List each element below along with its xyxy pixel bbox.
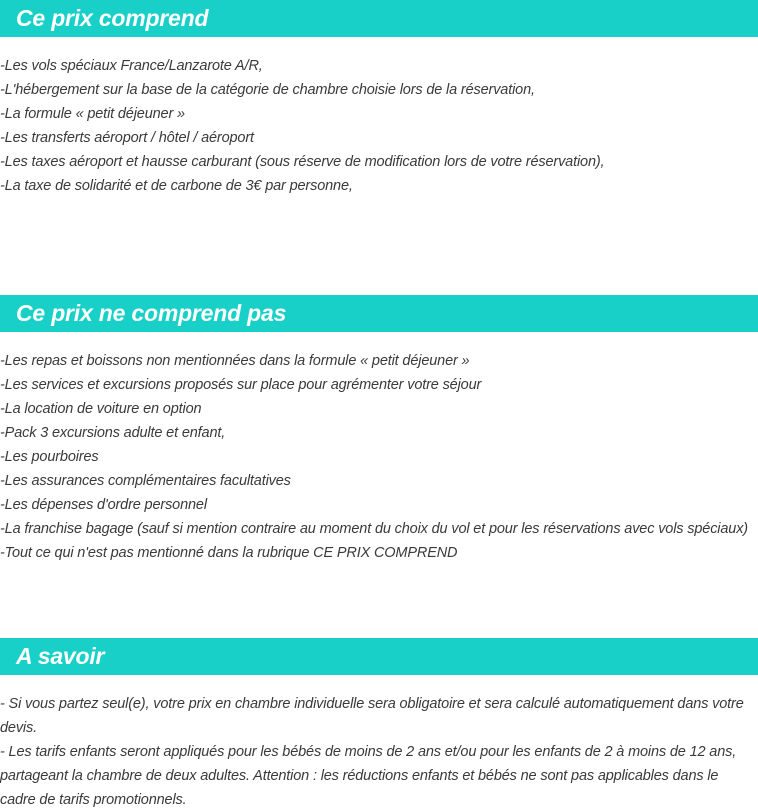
list-item: -Les dépenses d'ordre personnel xyxy=(0,497,207,513)
list-item: -La franchise bagage (sauf si mention contraire au moment du choix du vol et pour les réservations avec vols spéciaux) xyxy=(0,521,748,537)
section-header-not-included xyxy=(0,295,758,332)
section-title-not-included: Ce prix ne comprend pas xyxy=(16,300,287,326)
list-item: -Les taxes aéroport et hausse carburant (sous réserve de modification lors de votre réservation), xyxy=(0,154,605,170)
list-item: -Pack 3 excursions adulte et enfant, xyxy=(0,425,226,441)
list-item: -Les assurances complémentaires facultatives xyxy=(0,473,291,489)
not-included-list xyxy=(0,349,758,565)
list-item: -La taxe de solidarité et de carbone de 3€ par personne, xyxy=(0,178,353,194)
list-item: -Tout ce qui n'est pas mentionné dans la rubrique CE PRIX COMPREND xyxy=(0,545,458,561)
list-item: -Les vols spéciaux France/Lanzarote A/R, xyxy=(0,58,263,74)
list-item: -Les transferts aéroport / hôtel / aéroport xyxy=(0,130,254,146)
paragraph: - Si vous partez seul(e), votre prix en chambre individuelle sera obligatoire et sera calculé automatiquement dans votre devis. xyxy=(0,696,744,736)
section-title-included: Ce prix comprend xyxy=(16,5,209,31)
included-list xyxy=(0,54,758,198)
list-item: -L'hébergement sur la base de la catégorie de chambre choisie lors de la réservation, xyxy=(0,82,535,98)
section-header-good-to-know xyxy=(0,638,758,675)
list-item: -Les pourboires xyxy=(0,449,99,465)
section-header-included xyxy=(0,0,758,37)
list-item: -Les services et excursions proposés sur place pour agrémenter votre séjour xyxy=(0,377,482,393)
section-title-good-to-know: A savoir xyxy=(16,643,105,669)
list-item: -La formule « petit déjeuner » xyxy=(0,106,185,122)
list-item: -La location de voiture en option xyxy=(0,401,202,417)
list-item: -Les repas et boissons non mentionnées dans la formule « petit déjeuner » xyxy=(0,353,470,369)
paragraph: - Les tarifs enfants seront appliqués pour les bébés de moins de 2 ans et/ou pour les enfants de 2 à moins de 12 ans, partageant la chambre de deux adultes. Attention : les réductions enfants et bébés ne sont pas applicables dans le cadre de tarifs promotionnels. xyxy=(0,744,737,808)
good-to-know-list xyxy=(0,692,752,812)
